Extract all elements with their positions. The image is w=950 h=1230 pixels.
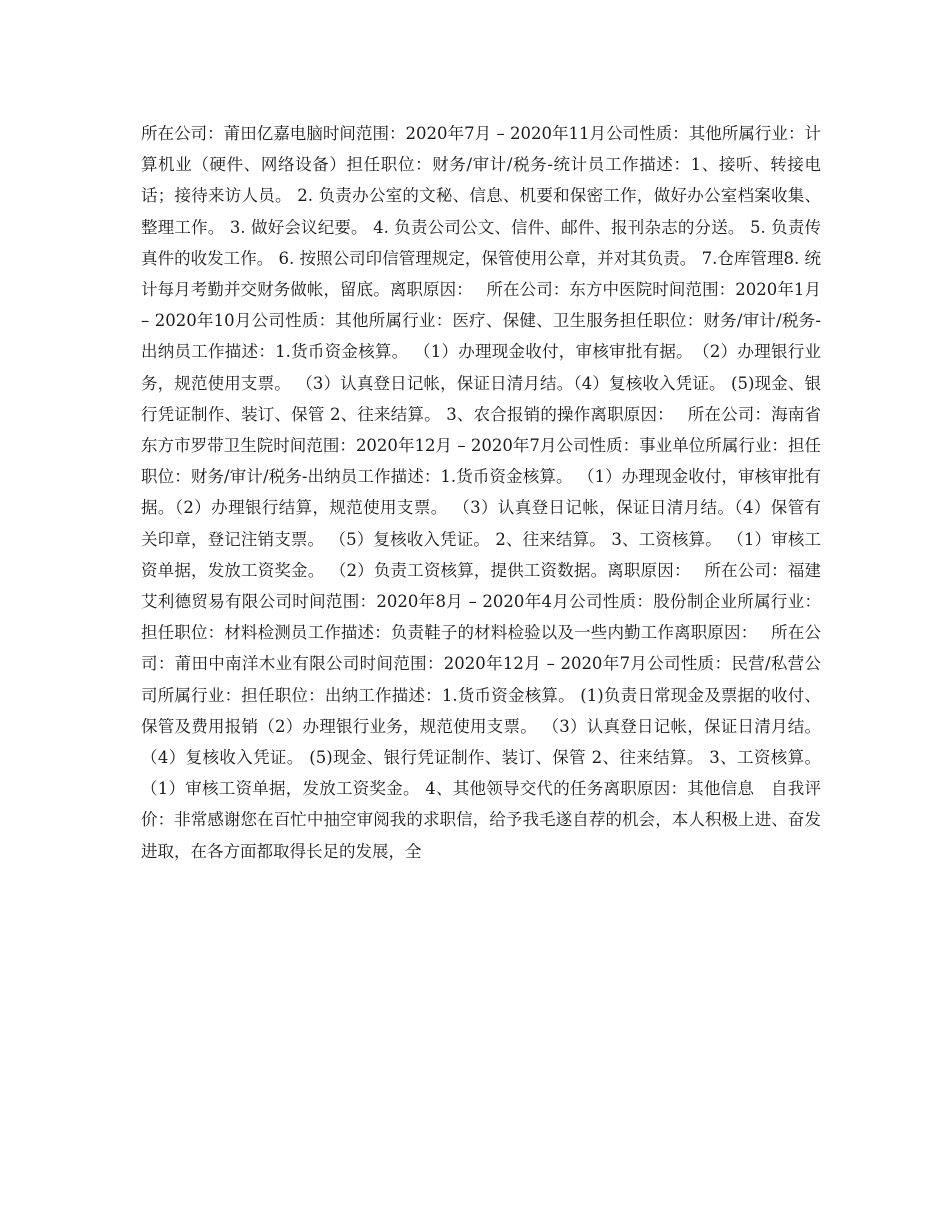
resume-body-text: 所在公司：莆田亿嘉电脑时间范围：2020年7月 – 2020年11月公司性质：其他所属行业：计算机业（硬件、网络设备）担任职位：财务/审计/税务-统计员工作描述：1、接听、转接电话；接待来访人员。 2. 负责办公室的文秘、信息、机要和保密工作，做好办公室档案收集、整理工作。 3. 做好会议纪要。 4. 负责公司公文、信件、邮件、报刊杂志的分送。 5. 负责传真件的收发工作。 6. 按照公司印信管理规定，保管使用公章，并对其负责。 7.仓库管理8. 统计每月考勤并交财务做帐，留底。离职原因： 所在公司：东方中医院时间范围：2020年1月 – 2020年10月公司性质：其他所属行业：医疗、保健、卫生服务担任职位：财务/审计/税务-出纳员工作描述：1.货币资金核算。 （1）办理现金收付，审核审批有据。 （2）办理银行业务，规范使用支票。 （3）认真登日记帐，保证日清月结。（4）复核收入凭证。 (5)现金、银行凭证制作、装订、保管 2、往来结算。 3、农合报销的操作离职原因： 所在公司：海南省东方市罗带卫生院时间范围：2020年12月 – 2020年7月公司性质：事业单位所属行业：担任职位：财务/审计/税务-出纳员工作描述：1.货币资金核算。 （1）办理现金收付，审核审批有据。（2）办理银行结算，规范使用支票。 （3）认真登日记帐，保证日清月结。（4）保管有关印章，登记注销支票。 （5）复核收入凭证。 2、往来结算。 3、工资核算。 （1）审核工资单据，发放工资奖金。 （2）负责工资核算，提供工资数据。离职原因： 所在公司：福建艾利德贸易有限公司时间范围：2020年8月 – 2020年4月公司性质：股份制企业所属行业：担任职位：材料检测员工作描述：负责鞋子的材料检验以及一些内勤工作离职原因： 所在公司：莆田中南洋木业有限公司时间范围：2020年12月 – 2020年7月公司性质：民营/私营公司所属行业：担任职位：出纳工作描述：1.货币资金核算。 (1)负责日常现金及票据的收付、保管及费用报销（2）办理银行业务，规范使用支票。 （3）认真登日记帐，保证日清月结。 （4）复核收入凭证。 (5)现金、银行凭证制作、装订、保管 2、往来结算。 3、工资核算。 （1）审核工资单据，发放工资奖金。 4、其他领导交代的任务离职原因：其他信息 自我评价：非常感谢您在百忙中抽空审阅我的求职信，给予我毛遂自荐的机会，本人积极上进、奋发进取，在各方面都取得长足的发展，全: [141, 124, 827, 861]
